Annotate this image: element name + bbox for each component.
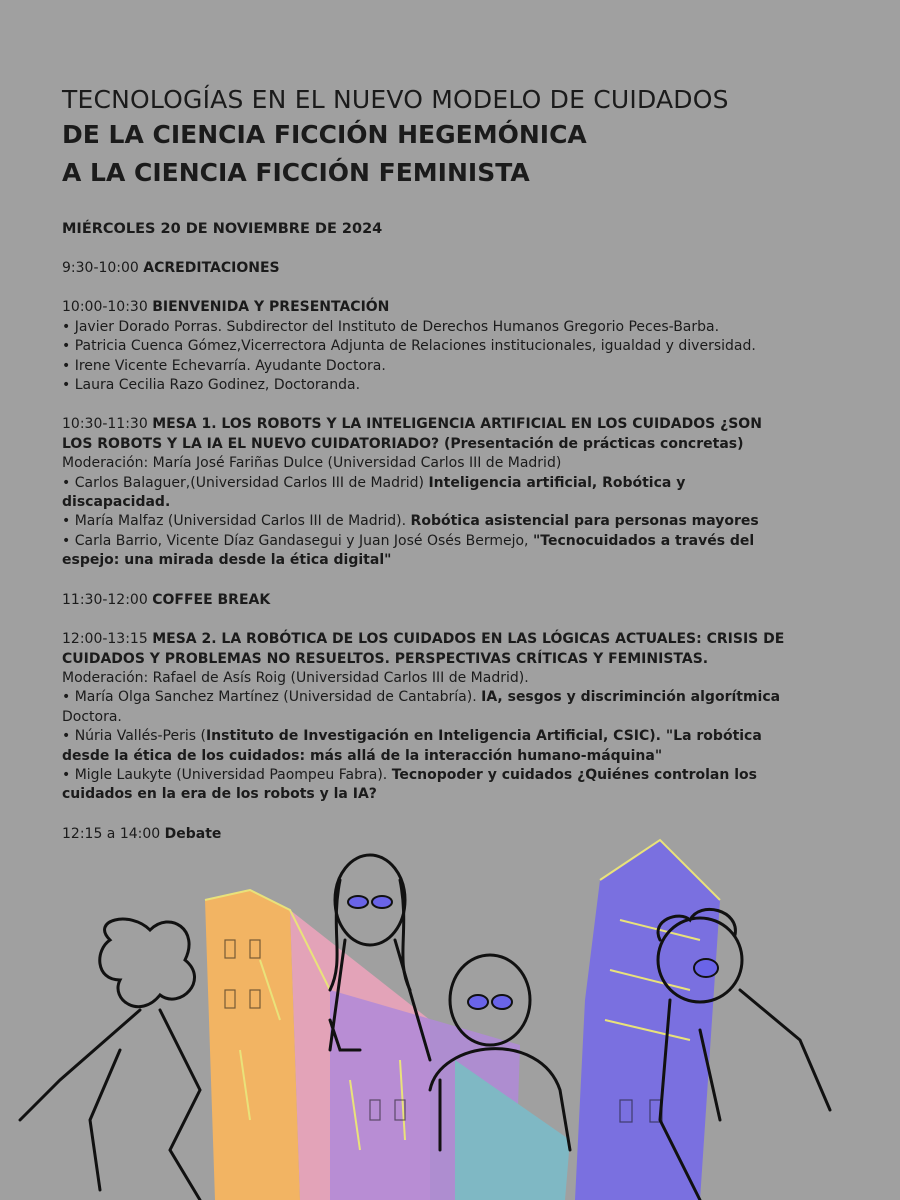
moderation: Moderación: Rafael de Asís Roig (Universidad Carlos III de Madrid). [62, 669, 529, 686]
session-heading: COFFEE BREAK [152, 591, 271, 608]
speaker-item [62, 688, 862, 707]
talk-title-cont: discapacidad. [62, 494, 171, 511]
session-time: 9:30-10:00 [62, 260, 144, 276]
speaker-role: Doctora. [62, 708, 122, 725]
session-heading: Debate [164, 825, 222, 842]
session-heading-cont: CUIDADOS Y PROBLEMAS NO RESUELTOS. PERSPECTIVAS CRÍTICAS Y FEMINISTAS. [62, 650, 709, 667]
building-purple [575, 840, 720, 1200]
talk-title-cont: cuidados en la era de los robots y la IA? [62, 786, 377, 803]
speaker-item: • Javier Dorado Porras. Subdirector del Instituto de Derechos Humanos Gregorio Peces-Barba. [62, 318, 720, 335]
building-orange [205, 890, 300, 1200]
session-heading-cont: LOS ROBOTS Y LA IA EL NUEVO CUIDATORIADO? (Presentación de prácticas concretas) [62, 435, 744, 452]
event-title-line3: A LA CIENCIA FICCIÓN FEMINISTA [62, 158, 530, 187]
program-content [62, 84, 862, 844]
session-heading: ACREDITACIONES [143, 260, 280, 276]
speaker-item [62, 532, 862, 551]
session-time: 12:00-13:15 [62, 631, 153, 648]
speaker-item [62, 474, 862, 493]
session-time: 12:15 a 14:00 [62, 825, 165, 842]
event-title-line2: DE LA CIENCIA FICCIÓN HEGEMÓNICA [62, 120, 587, 149]
talk-title-cont: espejo: una mirada desde la ética digital" [62, 552, 392, 569]
event-date: MIÉRCOLES 20 DE NOVIEMBRE DE 2024 [62, 221, 383, 237]
speaker-name: • Carlos Balaguer,(Universidad Carlos III de Madrid) [62, 474, 429, 491]
session-heading: MESA 2. LA ROBÓTICA DE LOS CUIDADOS EN LAS LÓGICAS ACTUALES: CRISIS DE [152, 631, 785, 648]
session-heading: BIENVENIDA Y PRESENTACIÓN [152, 299, 390, 316]
talk-title: Inteligencia artificial, Robótica y [428, 474, 686, 491]
event-title-line1: TECNOLOGÍAS EN EL NUEVO MODELO DE CUIDADOS [62, 85, 729, 114]
speaker-name: • María Malfaz (Universidad Carlos III de Madrid). [62, 513, 411, 530]
speaker-item [62, 727, 862, 746]
session-panel-2 [62, 630, 862, 805]
session-time: 10:30-11:30 [62, 416, 153, 433]
speaker-name: • María Olga Sanchez Martínez (Universidad de Cantabría). [62, 689, 482, 706]
session-time: 11:30-12:00 [62, 591, 153, 608]
speaker-name: • Carla Barrio, Vicente Díaz Gandasegui y Juan José Osés Bermejo, [62, 532, 533, 549]
speaker-item [62, 512, 862, 531]
session-panel-1 [62, 415, 862, 570]
speaker-item: • Laura Cecilia Razo Godinez, Doctoranda. [62, 377, 361, 394]
talk-title: Instituto de Investigación en Inteligencia Artificial, CSIC). "La robótica [205, 728, 762, 745]
speaker-item: • Irene Vicente Echevarría. Ayudante Doctora. [62, 357, 386, 374]
session-coffee [62, 591, 862, 610]
talk-title-cont: desde la ética de los cuidados: más allá de la interacción humano-máquina" [62, 747, 663, 764]
talk-title: "Tecnocuidados a través del [532, 532, 755, 549]
session-time: 10:00-10:30 [62, 299, 153, 316]
session-welcome [62, 298, 862, 395]
session-accreditation [62, 259, 862, 278]
speaker-item: • Patricia Cuenca Gómez,Vicerrectora Adjunta de Relaciones institucionales, igualdad y diversidad. [62, 338, 756, 355]
illustration-people-buildings [0, 820, 900, 1200]
speaker-item [62, 766, 862, 785]
talk-title: Robótica asistencial para personas mayores [410, 513, 759, 530]
talk-title: IA, sesgos y discriminción algorítmica [481, 689, 781, 706]
speaker-name: • Núria Vallés-Peris ( [62, 728, 206, 745]
talk-title: Tecnopoder y cuidados ¿Quiénes controlan los [391, 766, 757, 783]
session-heading: MESA 1. LOS ROBOTS Y LA INTELIGENCIA ARTIFICIAL EN LOS CUIDADOS ¿SON [152, 416, 762, 433]
moderation: Moderación: María José Fariñas Dulce (Universidad Carlos III de Madrid) [62, 455, 562, 472]
speaker-name: • Migle Laukyte (Universidad Paompeu Fabra). [62, 766, 392, 783]
